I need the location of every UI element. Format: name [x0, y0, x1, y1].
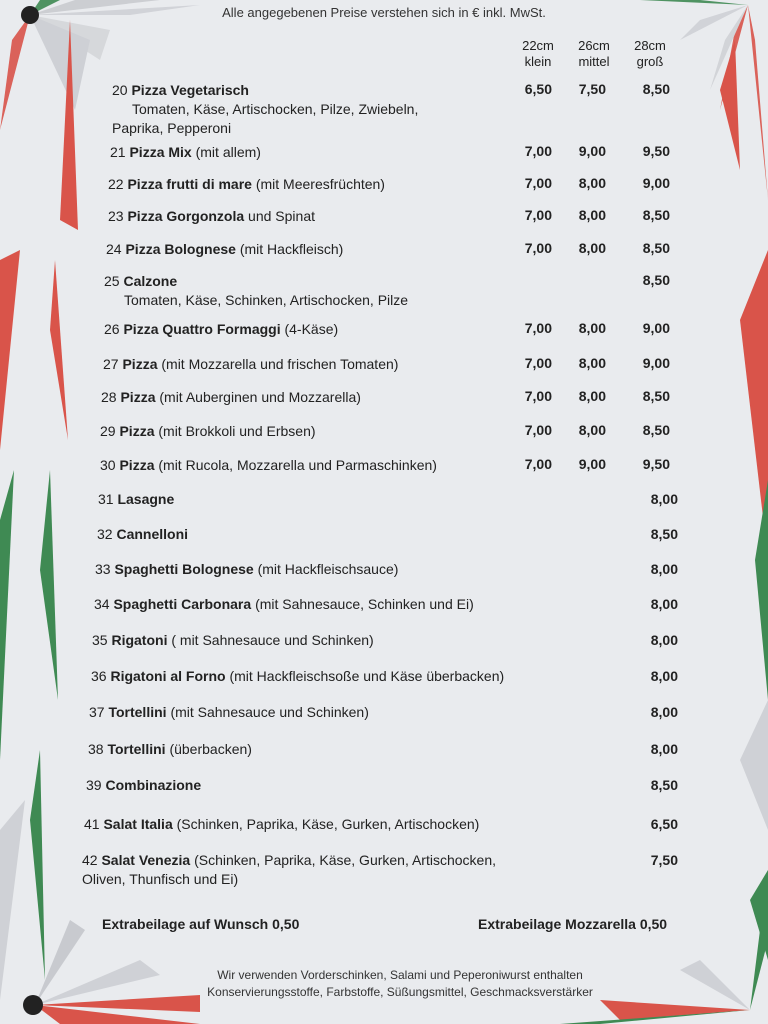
menu-item — [92, 631, 374, 650]
item-name: Pizza Gorgonzola — [127, 208, 245, 224]
menu-item — [94, 595, 474, 614]
item-number: 21 — [110, 144, 126, 160]
item-name: Pizza — [119, 423, 155, 439]
size-label: mittel — [578, 54, 610, 69]
size-label: klein — [524, 54, 552, 69]
item-description: (Schinken, Paprika, Käse, Gurken, Artischocken) — [176, 816, 480, 832]
item-number: 42 — [82, 852, 98, 868]
item-description: (mit Rucola, Mozzarella und Parmaschinken) — [158, 457, 437, 473]
footer-line-2: Konservierungsstoffe, Farbstoffe, Süßungsmittel, Geschmacksverstärker — [207, 985, 593, 999]
item-name: Pizza — [120, 389, 156, 405]
price-28cm: 8,50 — [650, 777, 678, 793]
item-name: Cannelloni — [116, 526, 189, 542]
item-number: 22 — [108, 176, 124, 192]
price-28cm: 8,50 — [650, 526, 678, 542]
price-28cm: 8,50 — [642, 388, 670, 404]
menu-item — [89, 703, 369, 722]
item-name: Rigatoni al Forno — [110, 668, 226, 684]
footer-note — [0, 967, 768, 1001]
item-number: 30 — [100, 457, 116, 473]
size-diameter: 28cm — [634, 38, 666, 53]
price-26cm: 8,00 — [578, 207, 606, 223]
item-description: (mit Mozzarella und frischen Tomaten) — [161, 356, 399, 372]
price-28cm: 9,00 — [642, 355, 670, 371]
item-ingredients: Oliven, Thunfisch und Ei) — [82, 871, 239, 887]
menu-item — [95, 560, 398, 579]
menu-item — [86, 776, 201, 795]
price-28cm: 9,50 — [642, 143, 670, 159]
item-name: Tortellini — [108, 704, 167, 720]
menu-item — [110, 143, 261, 162]
price-22cm: 7,00 — [524, 355, 552, 371]
item-name: Pizza — [122, 356, 158, 372]
item-ingredients: Paprika, Pepperoni — [112, 120, 232, 136]
item-name: Calzone — [123, 273, 178, 289]
price-26cm: 8,00 — [578, 422, 606, 438]
size-header-2 — [622, 38, 678, 70]
price-28cm: 8,00 — [650, 632, 678, 648]
item-number: 28 — [101, 389, 117, 405]
item-number: 38 — [88, 741, 104, 757]
price-26cm: 8,00 — [578, 320, 606, 336]
menu-item — [100, 422, 316, 441]
price-note: Alle angegebenen Preise verstehen sich in € inkl. MwSt. — [222, 5, 546, 20]
item-description: (mit allem) — [195, 144, 261, 160]
item-name: Pizza frutti di mare — [127, 176, 252, 192]
price-22cm: 7,00 — [524, 207, 552, 223]
item-description: (mit Hackfleischsoße und Käse überbacken) — [229, 668, 505, 684]
price-22cm: 7,00 — [524, 143, 552, 159]
price-22cm: 7,00 — [524, 456, 552, 472]
price-28cm: 8,00 — [650, 741, 678, 757]
item-name: Salat Venezia — [101, 852, 191, 868]
menu-item — [103, 355, 398, 374]
menu-item — [91, 667, 504, 686]
item-number: 36 — [91, 668, 107, 684]
item-description: ( mit Sahnesauce und Schinken) — [171, 632, 374, 648]
price-22cm: 7,00 — [524, 320, 552, 336]
item-number: 32 — [97, 526, 113, 542]
item-description: (mit Sahnesauce, Schinken und Ei) — [255, 596, 474, 612]
price-28cm: 8,00 — [650, 596, 678, 612]
extra-option-left: Extrabeilage auf Wunsch 0,50 — [102, 916, 300, 932]
menu-item — [108, 175, 385, 194]
item-number: 39 — [86, 777, 102, 793]
price-22cm: 6,50 — [524, 81, 552, 97]
extra-option-right: Extrabeilage Mozzarella 0,50 — [478, 916, 668, 932]
menu-item — [108, 207, 315, 226]
item-description: (mit Brokkoli und Erbsen) — [158, 423, 316, 439]
item-name: Pizza Vegetarisch — [131, 82, 249, 98]
menu-item — [84, 815, 479, 834]
item-name: Tortellini — [107, 741, 166, 757]
item-number: 27 — [103, 356, 119, 372]
menu-item — [97, 525, 188, 544]
price-26cm: 9,00 — [578, 143, 606, 159]
item-name: Rigatoni — [111, 632, 168, 648]
size-header-1 — [566, 38, 622, 70]
price-26cm: 7,50 — [578, 81, 606, 97]
item-number: 20 — [112, 82, 128, 98]
size-label: groß — [636, 54, 664, 69]
item-number: 23 — [108, 208, 124, 224]
menu-item — [82, 851, 496, 889]
item-description: (mit Meeresfrüchten) — [255, 176, 385, 192]
menu-item — [101, 388, 361, 407]
price-28cm: 8,50 — [642, 207, 670, 223]
item-description: und Spinat — [248, 208, 315, 224]
price-28cm: 8,00 — [650, 491, 678, 507]
price-22cm: 7,00 — [524, 422, 552, 438]
price-28cm: 8,00 — [650, 668, 678, 684]
menu-item — [106, 240, 343, 259]
item-name: Combinazione — [105, 777, 202, 793]
price-28cm: 8,00 — [650, 704, 678, 720]
item-description: (Schinken, Paprika, Käse, Gurken, Artischocken, — [194, 852, 497, 868]
item-ingredients: Tomaten, Käse, Schinken, Artischocken, Pilze — [124, 292, 409, 308]
item-number: 37 — [89, 704, 105, 720]
item-number: 33 — [95, 561, 111, 577]
item-name: Pizza Quattro Formaggi — [123, 321, 281, 337]
item-description: (mit Hackfleischsauce) — [257, 561, 399, 577]
item-description: (4-Käse) — [284, 321, 339, 337]
item-number: 35 — [92, 632, 108, 648]
price-22cm: 7,00 — [524, 175, 552, 191]
menu-item — [104, 320, 338, 339]
price-28cm: 9,00 — [642, 175, 670, 191]
menu-item — [100, 456, 437, 475]
item-number: 41 — [84, 816, 100, 832]
item-name: Spaghetti Carbonara — [113, 596, 252, 612]
item-number: 26 — [104, 321, 120, 337]
item-name: Pizza Bolognese — [125, 241, 236, 257]
item-description: (überbacken) — [169, 741, 252, 757]
menu-item — [88, 740, 252, 759]
item-number: 34 — [94, 596, 110, 612]
size-diameter: 22cm — [522, 38, 554, 53]
price-28cm: 8,50 — [642, 422, 670, 438]
menu-item — [104, 272, 408, 310]
price-26cm: 8,00 — [578, 240, 606, 256]
price-28cm: 8,50 — [642, 272, 670, 288]
item-description: (mit Hackfleisch) — [239, 241, 344, 257]
price-28cm: 9,50 — [642, 456, 670, 472]
size-header-0 — [510, 38, 566, 70]
item-number: 31 — [98, 491, 114, 507]
item-name: Pizza Mix — [129, 144, 192, 160]
item-description: (mit Sahnesauce und Schinken) — [170, 704, 369, 720]
price-22cm: 7,00 — [524, 388, 552, 404]
price-28cm: 8,50 — [642, 240, 670, 256]
item-description: (mit Auberginen und Mozzarella) — [159, 389, 361, 405]
item-name: Lasagne — [117, 491, 175, 507]
price-28cm: 9,00 — [642, 320, 670, 336]
item-name: Salat Italia — [103, 816, 173, 832]
item-number: 24 — [106, 241, 122, 257]
price-26cm: 8,00 — [578, 175, 606, 191]
price-22cm: 7,00 — [524, 240, 552, 256]
item-number: 29 — [100, 423, 116, 439]
price-28cm: 8,00 — [650, 561, 678, 577]
size-diameter: 26cm — [578, 38, 610, 53]
footer-line-1: Wir verwenden Vorderschinken, Salami und Peperoniwurst enthalten — [217, 968, 583, 982]
price-28cm: 8,50 — [642, 81, 670, 97]
item-name: Pizza — [119, 457, 155, 473]
item-ingredients: Tomaten, Käse, Artischocken, Pilze, Zwiebeln, — [132, 101, 419, 117]
item-name: Spaghetti Bolognese — [114, 561, 254, 577]
item-number: 25 — [104, 273, 120, 289]
price-28cm: 6,50 — [650, 816, 678, 832]
menu-item — [112, 81, 418, 138]
menu-item — [98, 490, 174, 509]
price-26cm: 9,00 — [578, 456, 606, 472]
price-26cm: 8,00 — [578, 355, 606, 371]
price-28cm: 7,50 — [650, 852, 678, 868]
price-26cm: 8,00 — [578, 388, 606, 404]
